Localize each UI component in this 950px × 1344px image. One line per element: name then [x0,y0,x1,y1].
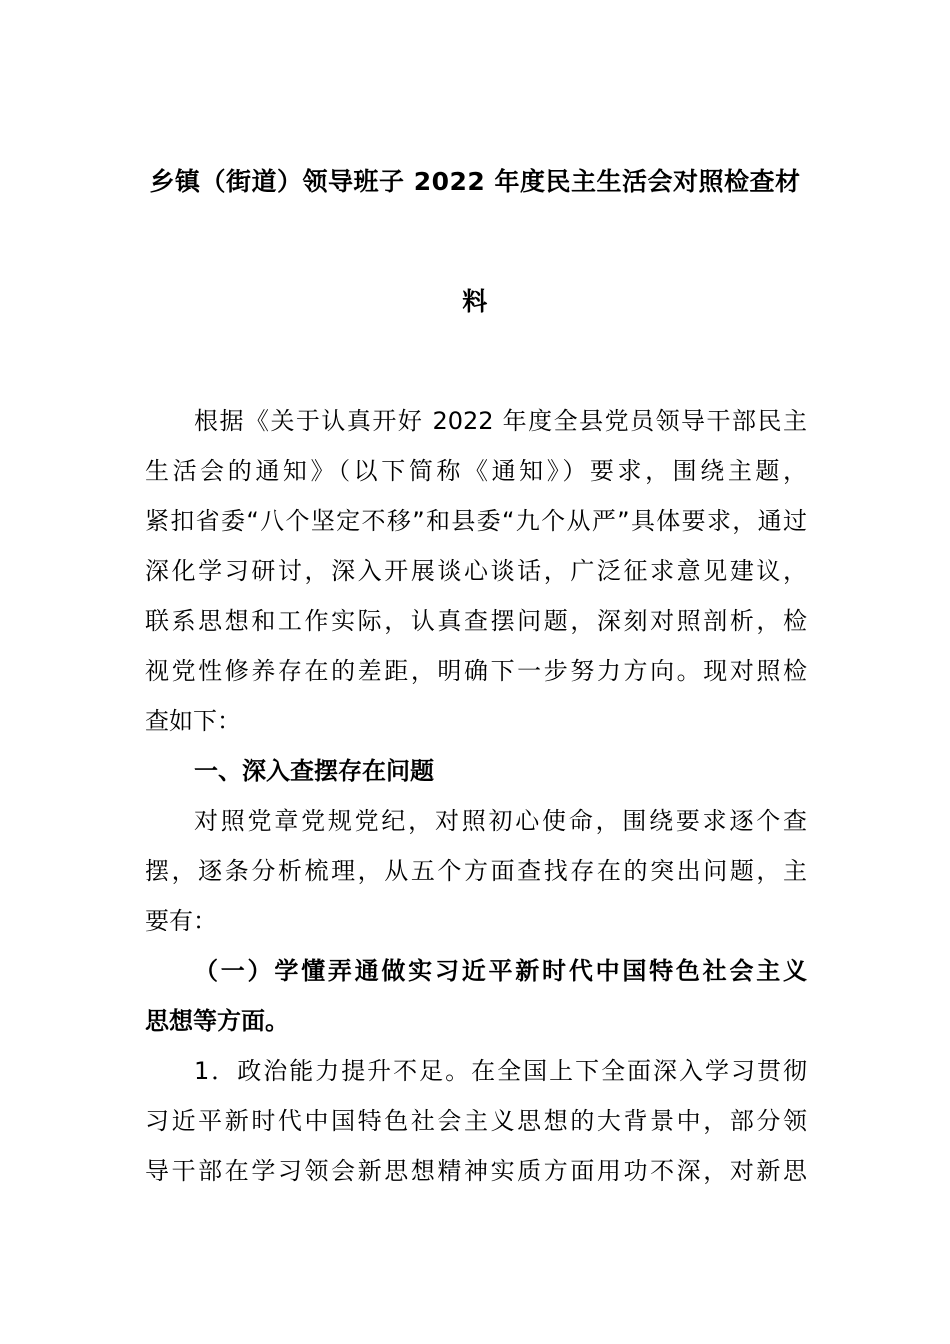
subsection-heading-line-1: （一）学懂弄通做实习近平新时代中国特色社会主义 [194,957,807,985]
document-title-line-2: 料 [462,287,488,316]
section-heading-1: 一、深入查摆存在问题 [194,757,434,785]
intro-line-2: 生活会的通知》（以下简称《通知》）要求，围绕主题， [145,457,807,485]
item1-line-1: 1．政治能力提升不足。在全国上下全面深入学习贯彻 [194,1057,807,1085]
intro-line-4: 深化学习研讨，深入开展谈心谈话，广泛征求意见建议， [145,557,807,585]
intro-line-5: 联系思想和工作实际，认真查摆问题，深刻对照剖析，检 [145,607,807,635]
intro-line-6: 视党性修养存在的差距，明确下一步努力方向。现对照检 [145,657,807,685]
section1-line-3: 要有： [145,907,217,935]
section1-line-1: 对照党章党规党纪，对照初心使命，围绕要求逐个查 [194,807,807,835]
document-title-line-1: 乡镇（街道）领导班子 2022 年度民主生活会对照检查材 [149,167,801,196]
intro-line-7: 查如下： [145,707,241,735]
item1-line-3: 导干部在学习领会新思想精神实质方面用功不深，对新思 [145,1157,807,1185]
item1-line-2: 习近平新时代中国特色社会主义思想的大背景中，部分领 [145,1107,807,1135]
intro-line-1: 根据《关于认真开好 2022 年度全县党员领导干部民主 [194,407,807,435]
section1-line-2: 摆，逐条分析梳理，从五个方面查找存在的突出问题，主 [145,857,807,885]
subsection-heading-line-2: 思想等方面。 [145,1007,289,1035]
intro-line-3: 紧扣省委“八个坚定不移”和县委“九个从严”具体要求，通过 [145,507,807,535]
